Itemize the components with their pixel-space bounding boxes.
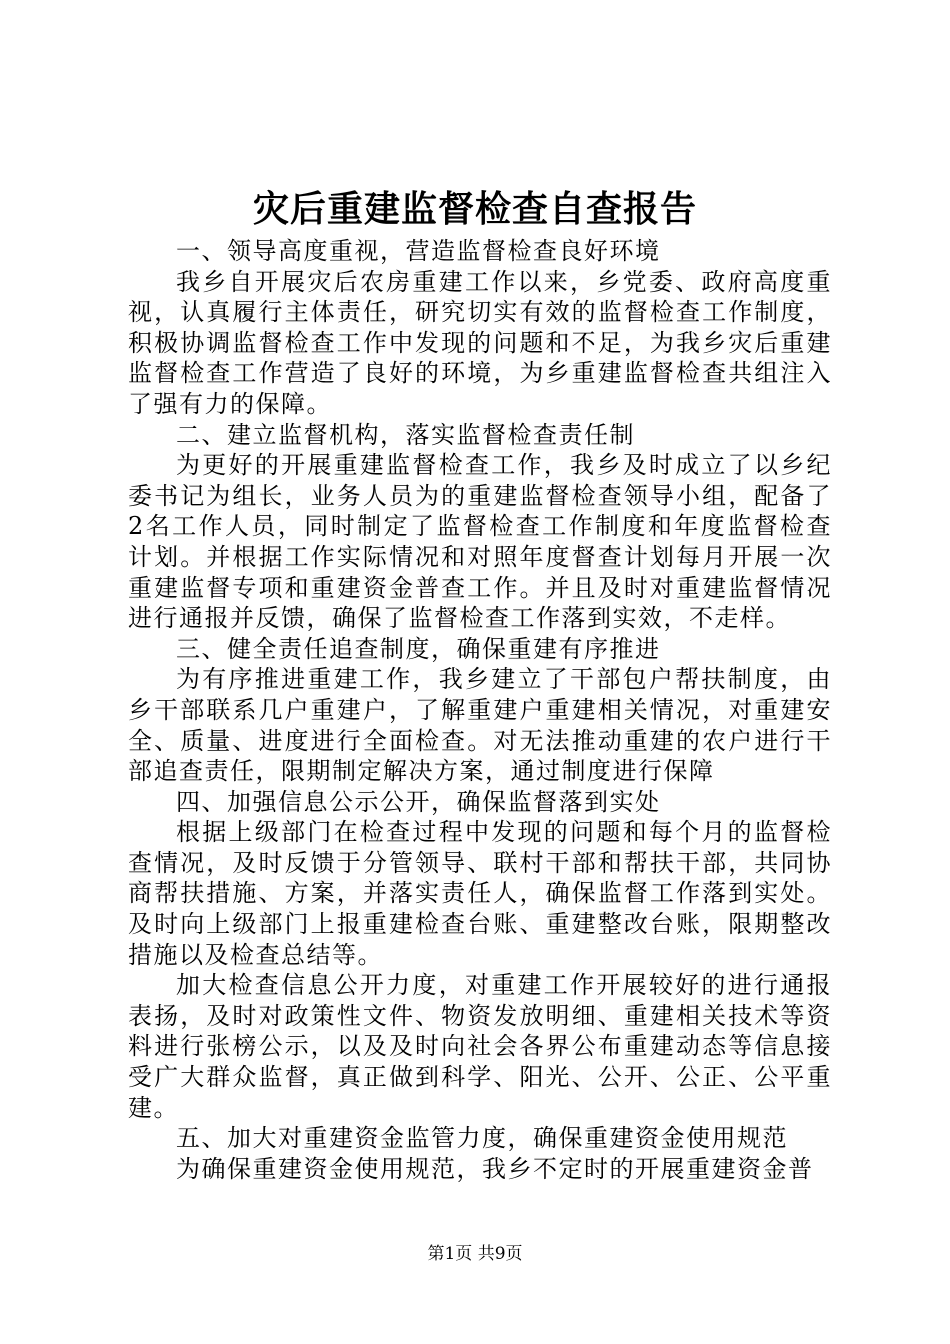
section-heading-3: 三、健全责任追查制度，确保重建有序推进 [176,634,661,663]
document-title: 灾后重建监督检查自查报告 [252,188,697,230]
section-heading-2: 二、建立监督机构，落实监督检查责任制 [176,420,635,449]
paragraph-4: 根据上级部门在检查过程中发现的问题和每个月的监督检查情况，及时反馈于分管领导、联村干部和帮扶干部，共同协商帮扶措施、方案，并落实责任人，确保监督工作落到实处。及时向上级部门上报重建检查台账、重建整改台账，限期整改措施以及检查总结等。 [128,818,832,969]
paragraph-2: 为更好的开展重建监督检查工作，我乡及时成立了以乡纪委书记为组长，业务人员为的重建监督检查领导小组，配备了2名工作人员，同时制定了监督检查工作制度和年度监督检查计划。并根据工作实际情况和对照年度督查计划每月开展一次重建监督专项和重建资金普查工作。并且及时对重建监督情况进行通报并反馈，确保了监督检查工作落到实效，不走样。 [128,451,832,633]
document-body [128,236,832,1184]
page-footer: 第1页 共9页 [427,1244,523,1264]
paragraph-1: 我乡自开展灾后农房重建工作以来，乡党委、政府高度重视，认真履行主体责任，研究切实有效的监督检查工作制度，积极协调监督检查工作中发现的问题和不足，为我乡灾后重建监督检查工作营造了良好的环境，为乡重建监督检查共组注入了强有力的保障。 [128,267,832,418]
paragraph-6: 为确保重建资金使用规范，我乡不定时的开展重建资金普 [176,1154,814,1183]
paragraph-5: 加大检查信息公开力度，对重建工作开展较好的进行通报表扬，及时对政策性文件、物资发放明细、重建相关技术等资料进行张榜公示，以及及时向社会各界公布重建动态等信息接受广大群众监督，真正做到科学、阳光、公开、公正、公平重建。 [128,971,832,1122]
section-heading-1: 一、领导高度重视，营造监督检查良好环境 [176,237,661,265]
paragraph-3: 为有序推进重建工作，我乡建立了干部包户帮扶制度，由乡干部联系几户重建户，了解重建户重建相关情况，对重建安全、质量、进度进行全面检查。对无法推动重建的农户进行干部追查责任，限期制定解决方案，通过制度进行保障 [128,665,832,786]
section-heading-5: 五、加大对重建资金监管力度，确保重建资金使用规范 [176,1124,788,1153]
section-heading-4: 四、加强信息公示公开，确保监督落到实处 [176,787,661,816]
